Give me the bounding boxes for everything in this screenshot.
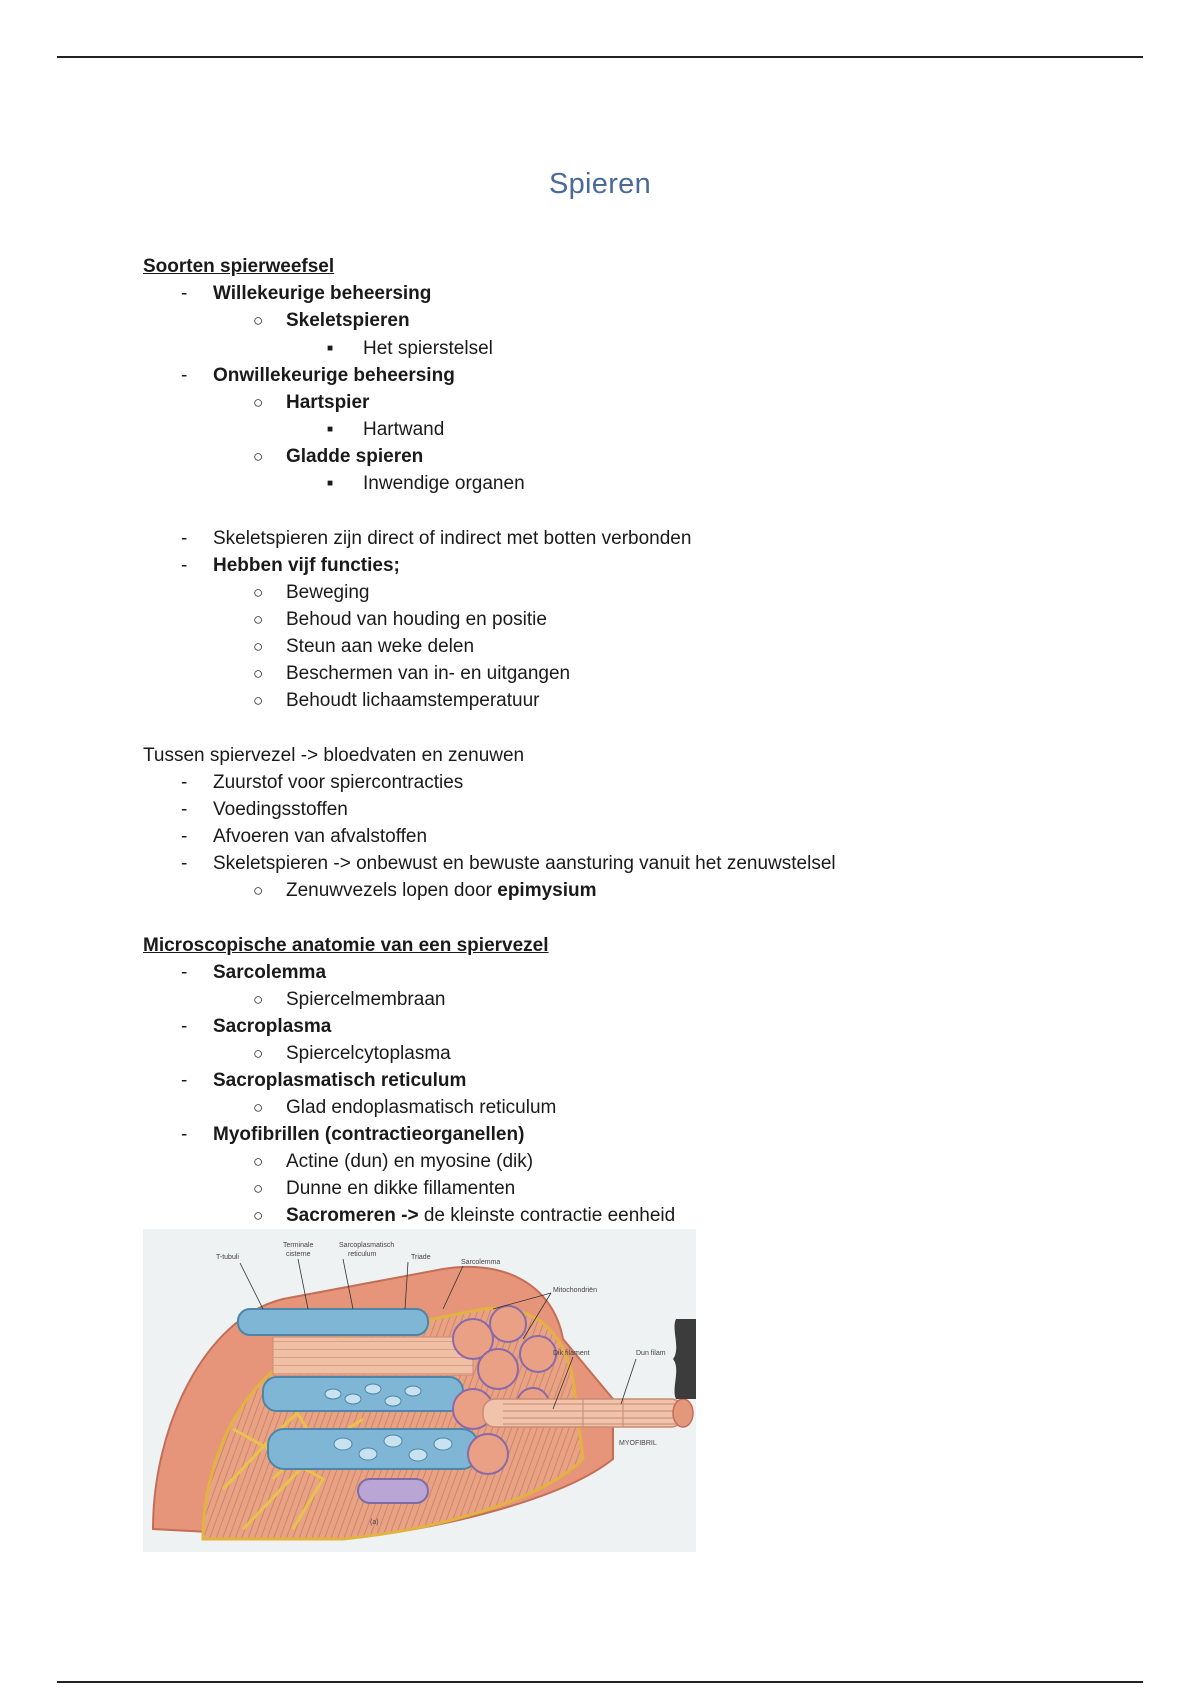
dash-bullet: - [181, 528, 188, 549]
list-item-text: Skeletspieren -> onbewust en bewuste aansturing vanuit het zenuwstelsel [213, 853, 836, 874]
list-item-text: Voedingsstoffen [213, 799, 348, 820]
label-cisterne: cisterne [286, 1251, 311, 1258]
list-item [251, 390, 369, 416]
list-item [251, 878, 597, 904]
dash-bullet: - [181, 365, 188, 386]
list-item-text: de kleinste contractie eenheid [418, 1205, 676, 1226]
circle-bullet-icon: ○ [253, 881, 264, 900]
list-item-text: Skeletspieren zijn direct of indirect met botten verbonden [213, 528, 692, 549]
circle-bullet-icon: ○ [253, 1098, 264, 1117]
list-item [183, 851, 836, 877]
list-item-text: Actine (dun) en myosine (dik) [286, 1151, 534, 1172]
list-item [183, 1068, 466, 1094]
dash-bullet: - [181, 853, 188, 874]
list-item-text: Inwendige organen [363, 473, 525, 494]
list-item-text: Beschermen van in- en uitgangen [286, 663, 571, 684]
list-item-text: Sacroplasma [213, 1016, 332, 1037]
dash-bullet: - [181, 283, 188, 304]
list-item [183, 281, 431, 307]
circle-bullet-icon: ○ [253, 447, 264, 466]
list-item [251, 308, 410, 334]
list-item [251, 1203, 675, 1229]
circle-bullet-icon: ○ [253, 311, 264, 330]
section-heading-microscopisch: Microscopische anatomie van een spiervezel [143, 935, 549, 956]
list-item-text: Hebben vijf functies; [213, 555, 400, 576]
list-item [183, 363, 455, 389]
list-item-text: Beweging [286, 582, 370, 603]
circle-bullet-icon: ○ [253, 664, 264, 683]
circle-bullet-icon: ○ [253, 1179, 264, 1198]
list-item [183, 770, 463, 796]
list-item [251, 688, 539, 714]
list-item [251, 607, 547, 633]
label-sarcolemma: Sarcolemma [461, 1259, 501, 1266]
muscle-fiber-drawing [143, 1229, 696, 1552]
list-item [251, 1095, 556, 1121]
list-item-text: Spiercelcytoplasma [286, 1043, 451, 1064]
circle-bullet-icon: ○ [253, 1152, 264, 1171]
list-item [251, 1176, 515, 1202]
list-item [183, 526, 691, 552]
paragraph-intro: Tussen spiervezel -> bloedvaten en zenuwen [143, 745, 525, 766]
dash-bullet: - [181, 1124, 188, 1145]
list-item-text: Sacroplasmatisch reticulum [213, 1070, 467, 1091]
page-title: Spieren [548, 168, 652, 200]
label-triade: Triade [411, 1254, 431, 1261]
label-myofibril: MYOFIBRIL [619, 1440, 657, 1447]
list-item [183, 1122, 524, 1148]
list-item-text: Myofibrillen (contractieorganellen) [213, 1124, 525, 1145]
list-item [251, 444, 423, 470]
list-item-text: Gladde spieren [286, 446, 424, 467]
list-item-text: Afvoeren van afvalstoffen [213, 826, 428, 847]
list-item [183, 824, 427, 850]
list-item [251, 1041, 451, 1067]
list-item [183, 960, 326, 986]
list-item [183, 797, 348, 823]
label-dun-filament: Dun filam [636, 1350, 666, 1357]
dash-bullet: - [181, 1070, 188, 1091]
circle-bullet-icon: ○ [253, 1206, 264, 1225]
list-item [183, 1014, 331, 1040]
label-t-tubuli: T-tubuli [216, 1254, 239, 1261]
label-terminale: Terminale [283, 1242, 314, 1249]
header-rule [57, 56, 1143, 58]
list-item [251, 1149, 533, 1175]
list-item [251, 580, 369, 606]
circle-bullet-icon: ○ [253, 691, 264, 710]
list-item-text: Behoudt lichaamstemperatuur [286, 690, 540, 711]
list-item [325, 336, 493, 362]
list-item-text: Zenuwvezels lopen door [286, 880, 498, 901]
list-item-text: Skeletspieren [286, 310, 410, 331]
list-item [251, 661, 570, 687]
label-dik-filament: Dik filament [553, 1350, 590, 1357]
myofibril-bundle [273, 1337, 473, 1375]
list-item-text: Hartspier [286, 392, 370, 413]
list-item-text: Zuurstof voor spiercontracties [213, 772, 464, 793]
list-item-text: Behoud van houding en positie [286, 609, 547, 630]
bold-term: Sacromeren -> [286, 1205, 419, 1226]
circle-bullet-icon: ○ [253, 637, 264, 656]
list-item-text: Hartwand [363, 419, 445, 440]
label-sarcoplasmatisch: Sarcoplasmatisch [339, 1242, 395, 1249]
list-item [325, 471, 525, 497]
section-heading-spierweefsel: Soorten spierweefsel [143, 256, 335, 277]
extended-myofibril [483, 1399, 693, 1427]
label-reticulum: reticulum [348, 1251, 377, 1258]
footer-rule [57, 1681, 1143, 1683]
dash-bullet: - [181, 799, 188, 820]
circle-bullet-icon: ○ [253, 393, 264, 412]
list-item-text: Glad endoplasmatisch reticulum [286, 1097, 557, 1118]
list-item-text: Dunne en dikke fillamenten [286, 1178, 516, 1199]
panel-tab-icon [673, 1319, 696, 1399]
muscle-fiber-illustration [143, 1229, 696, 1552]
square-bullet-icon: ■ [327, 343, 334, 354]
label-panel-a: (a) [370, 1519, 379, 1526]
list-item [183, 553, 400, 579]
list-item-text: Onwillekeurige beheersing [213, 365, 455, 386]
circle-bullet-icon: ○ [253, 990, 264, 1009]
dash-bullet: - [181, 772, 188, 793]
list-item-text: Spiercelmembraan [286, 989, 446, 1010]
circle-bullet-icon: ○ [253, 1044, 264, 1063]
dash-bullet: - [181, 1016, 188, 1037]
list-item [251, 987, 445, 1013]
list-item-text: Sarcolemma [213, 962, 327, 983]
list-item [325, 417, 444, 443]
list-item-text: Steun aan weke delen [286, 636, 475, 657]
square-bullet-icon: ■ [327, 478, 334, 489]
circle-bullet-icon: ○ [253, 610, 264, 629]
square-bullet-icon: ■ [327, 424, 334, 435]
dash-bullet: - [181, 962, 188, 983]
list-item [251, 634, 474, 660]
circle-bullet-icon: ○ [253, 583, 264, 602]
dash-bullet: - [181, 555, 188, 576]
list-item-text: Willekeurige beheersing [213, 283, 432, 304]
dash-bullet: - [181, 826, 188, 847]
bold-term: epimysium [497, 880, 597, 901]
label-mitochondrien: Mitochondriën [553, 1287, 597, 1294]
list-item-text: Het spierstelsel [363, 338, 493, 359]
